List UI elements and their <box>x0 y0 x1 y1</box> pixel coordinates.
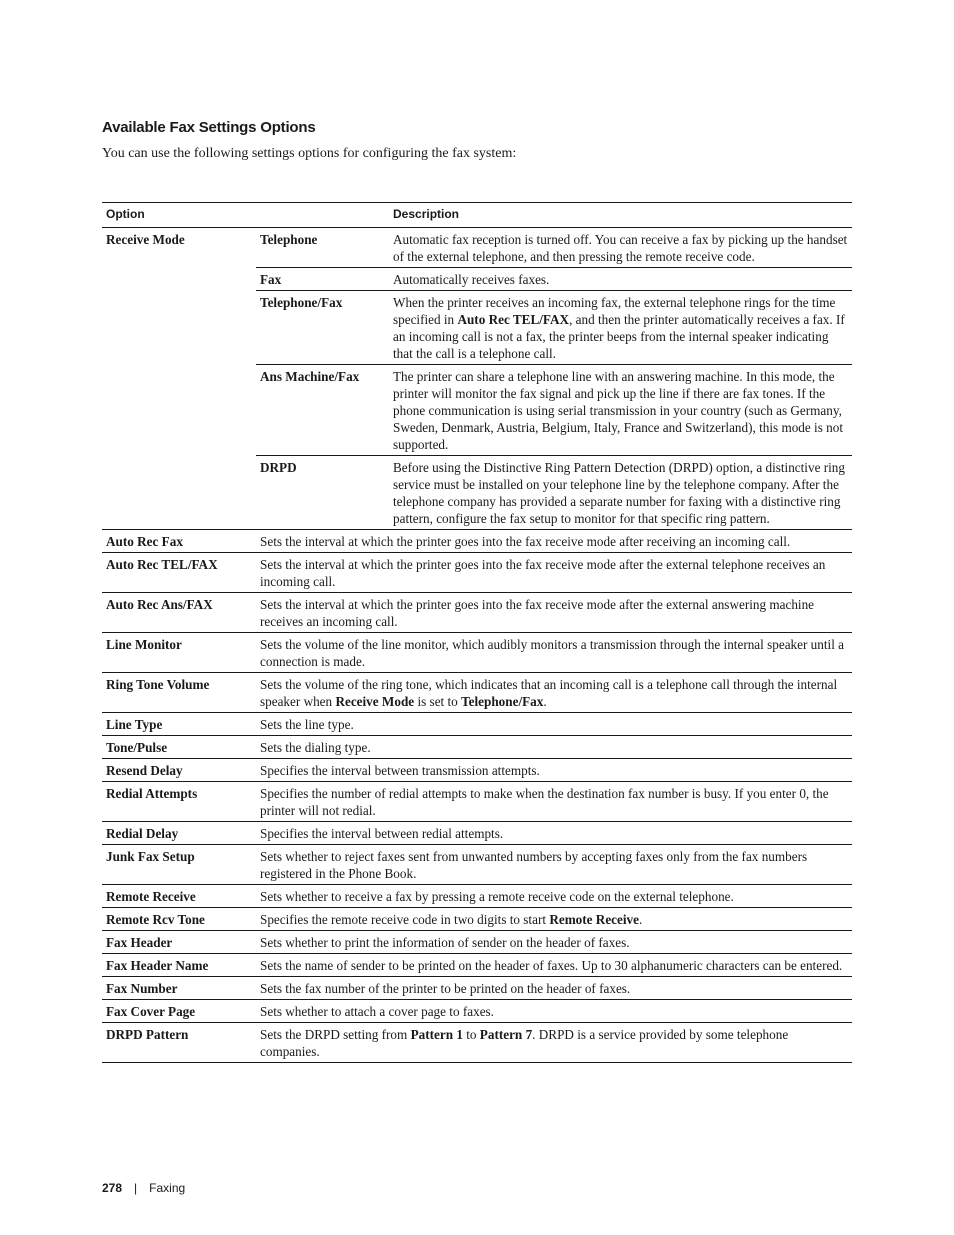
desc-text: Sets the DRPD setting from <box>260 1027 411 1042</box>
table-row <box>102 593 852 633</box>
option-description <box>256 673 852 713</box>
table-row <box>102 954 852 977</box>
chapter-name: Faxing <box>149 1181 186 1195</box>
table-row <box>102 759 852 782</box>
table-row <box>102 908 852 931</box>
option-name: Receive Mode <box>102 228 256 530</box>
table-row <box>102 977 852 1000</box>
header-option: Option <box>102 203 389 228</box>
option-description: Before using the Distinctive Ring Pattern Detection (DRPD) option, a distinctive ring service must be installed on your telephone line by the telephone company. After the telephone company has provided a separate number for faxing with a distinctive ring pattern, configure the fax setup to monitor for that specific ring pattern. <box>389 456 852 530</box>
desc-text: Sets the volume of the ring tone, which indicates that an incoming call is a telephone call through the internal speaker when <box>260 677 838 709</box>
table-row <box>102 713 852 736</box>
desc-bold-term: Telephone/Fax <box>461 694 544 709</box>
option-description: Sets the interval at which the printer goes into the fax receive mode after receiving an incoming call. <box>256 530 852 553</box>
option-description: Sets the line type. <box>256 713 852 736</box>
table-row <box>102 673 852 713</box>
receive-mode-name: DRPD <box>256 456 389 530</box>
desc-text: When the printer receives an incoming fax, the external telephone rings for the time specified in <box>393 295 836 327</box>
header-description: Description <box>389 203 852 228</box>
table-row <box>102 736 852 759</box>
option-name: Junk Fax Setup <box>102 845 256 885</box>
option-description: Sets the interval at which the printer goes into the fax receive mode after the external telephone receives an incoming call. <box>256 553 852 593</box>
section-heading: Available Fax Settings Options <box>102 119 316 136</box>
option-name: Tone/Pulse <box>102 736 256 759</box>
table-row <box>102 931 852 954</box>
page-footer <box>102 1181 185 1195</box>
receive-mode-name: Telephone <box>256 228 389 268</box>
option-description: Specifies the interval between redial attempts. <box>256 822 852 845</box>
option-description: The printer can share a telephone line with an answering machine. In this mode, the printer will monitor the fax signal and pick up the line if there are fax tones. If the phone communication is using serial transmission in your country (such as Germany, Sweden, Denmark, Austria, Belgium, Italy, France and Switzerland), this mode is not supported. <box>389 365 852 456</box>
desc-bold-term: Remote Receive <box>549 912 640 927</box>
option-name: Fax Number <box>102 977 256 1000</box>
option-description: Automatic fax reception is turned off. You can receive a fax by picking up the handset of the external telephone, and then pressing the remote receive code. <box>389 228 852 268</box>
option-name: Remote Receive <box>102 885 256 908</box>
table-row <box>102 782 852 822</box>
option-description <box>256 1023 852 1063</box>
option-name: Remote Rcv Tone <box>102 908 256 931</box>
option-name: Redial Delay <box>102 822 256 845</box>
option-name: Resend Delay <box>102 759 256 782</box>
option-description: Sets whether to print the information of sender on the header of faxes. <box>256 931 852 954</box>
desc-text: , and then the printer automatically receives a fax. If an incoming call is not a fax, the printer beeps from the internal speaker indicating that the call is a telephone call. <box>393 312 845 361</box>
option-name: Auto Rec Ans/FAX <box>102 593 256 633</box>
table-header-row <box>102 203 852 228</box>
desc-text: . <box>639 912 643 927</box>
option-name: Line Monitor <box>102 633 256 673</box>
option-name: Redial Attempts <box>102 782 256 822</box>
option-name: Auto Rec TEL/FAX <box>102 553 256 593</box>
footer-separator: | <box>134 1181 138 1195</box>
desc-text: to <box>462 1027 480 1042</box>
table-row <box>102 633 852 673</box>
option-name: DRPD Pattern <box>102 1023 256 1063</box>
option-description: Sets whether to receive a fax by pressing a remote receive code on the external telephone. <box>256 885 852 908</box>
desc-bold-term: Pattern 1 <box>410 1027 463 1042</box>
intro-paragraph: You can use the following settings options for configuring the fax system: <box>102 146 517 161</box>
option-description <box>389 291 852 365</box>
table-row <box>102 1023 852 1063</box>
desc-text: . <box>543 694 547 709</box>
fax-settings-table <box>102 202 852 1063</box>
option-description: Sets the fax number of the printer to be printed on the header of faxes. <box>256 977 852 1000</box>
receive-mode-name: Fax <box>256 268 389 291</box>
option-name: Ring Tone Volume <box>102 673 256 713</box>
table-row <box>102 822 852 845</box>
option-description: Sets the volume of the line monitor, which audibly monitors a transmission through the internal speaker until a connection is made. <box>256 633 852 673</box>
table-row <box>102 228 852 268</box>
desc-text: is set to <box>414 694 462 709</box>
option-description: Sets whether to attach a cover page to faxes. <box>256 1000 852 1023</box>
option-name: Fax Header Name <box>102 954 256 977</box>
receive-mode-name: Ans Machine/Fax <box>256 365 389 456</box>
table-row <box>102 1000 852 1023</box>
desc-text: . DRPD is a service provided by some telephone companies. <box>260 1027 789 1059</box>
desc-bold-term: Auto Rec TEL/FAX <box>457 312 570 327</box>
option-name: Fax Header <box>102 931 256 954</box>
desc-bold-term: Pattern 7 <box>479 1027 533 1042</box>
option-description: Sets whether to reject faxes sent from unwanted numbers by accepting faxes only from the fax numbers registered in the Phone Book. <box>256 845 852 885</box>
option-description: Sets the dialing type. <box>256 736 852 759</box>
table-row <box>102 845 852 885</box>
table-row <box>102 530 852 553</box>
table-row <box>102 885 852 908</box>
receive-mode-name: Telephone/Fax <box>256 291 389 365</box>
option-description: Sets the interval at which the printer goes into the fax receive mode after the external answering machine receives an incoming call. <box>256 593 852 633</box>
option-name: Line Type <box>102 713 256 736</box>
option-name: Fax Cover Page <box>102 1000 256 1023</box>
page-number: 278 <box>102 1181 123 1195</box>
option-description: Automatically receives faxes. <box>389 268 852 291</box>
table-row <box>102 553 852 593</box>
desc-text: Specifies the remote receive code in two digits to start <box>260 912 550 927</box>
option-description <box>256 908 852 931</box>
option-description: Specifies the number of redial attempts to make when the destination fax number is busy. If you enter 0, the printer will not redial. <box>256 782 852 822</box>
option-description: Sets the name of sender to be printed on the header of faxes. Up to 30 alphanumeric characters can be entered. <box>256 954 852 977</box>
option-name: Auto Rec Fax <box>102 530 256 553</box>
desc-bold-term: Receive Mode <box>335 694 415 709</box>
option-description: Specifies the interval between transmission attempts. <box>256 759 852 782</box>
